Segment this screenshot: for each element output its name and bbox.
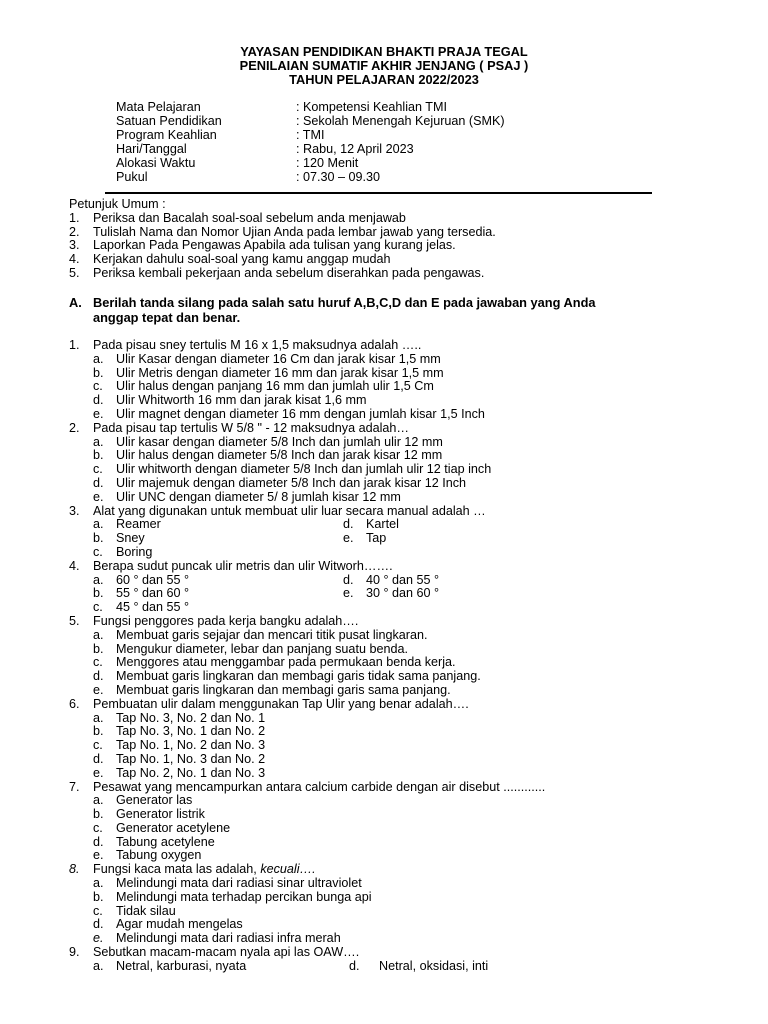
option-letter: c. — [93, 903, 103, 918]
answer-option[interactable] — [69, 408, 729, 422]
answer-option[interactable] — [69, 380, 729, 394]
info-row — [116, 115, 505, 129]
option-text: Membuat garis lingkaran dan membagi garis tidak sama panjang. — [116, 669, 481, 684]
info-label: Pukul — [116, 170, 148, 184]
question-8 — [69, 863, 729, 946]
option-text: Ulir magnet dengan diameter 16 mm dengan jumlah kisar 1,5 Inch — [116, 406, 485, 421]
option-letter: a. — [93, 958, 104, 973]
option-letter: c. — [93, 600, 103, 615]
option-letter: d. — [343, 517, 354, 532]
answer-option[interactable] — [69, 643, 729, 657]
section-letter: A. — [69, 295, 82, 310]
option-text: Ulir UNC dengan diameter 5/ 8 jumlah kisar 12 mm — [116, 489, 401, 504]
option-letter: c. — [93, 379, 103, 394]
section-a-line: Berilah tanda silang pada salah satu huruf A,B,C,D dan E pada jawaban yang Anda — [93, 295, 596, 310]
option-letter: e. — [93, 848, 104, 863]
option-letter: a. — [93, 351, 104, 366]
info-row — [116, 129, 505, 143]
option-text: 30 ° dan 60 ° — [366, 586, 440, 601]
option-text: Ulir whitworth dengan diameter 5/8 Inch dan jumlah ulir 12 tiap inch — [116, 462, 492, 477]
answer-option[interactable] — [69, 367, 729, 381]
option-text: Sney — [116, 531, 145, 546]
question-number: 1. — [69, 338, 80, 352]
option-text: Menggores atau menggambar pada permukaan benda kerja. — [116, 655, 456, 670]
answer-option[interactable] — [69, 394, 729, 408]
header-divider — [105, 192, 652, 194]
instruction-text: Periksa dan Bacalah soal-soal sebelum anda menjawab — [93, 210, 406, 225]
option-text: Melindungi mata terhadap percikan bunga api — [116, 889, 372, 904]
answer-option[interactable] — [69, 836, 729, 850]
question-text: Fungsi kaca mata las adalah, — [93, 862, 261, 877]
option-text: Tap — [366, 531, 387, 546]
option-letter: b. — [93, 889, 104, 904]
answer-option[interactable] — [69, 822, 729, 836]
answer-option[interactable] — [69, 739, 729, 753]
info-row — [116, 157, 505, 171]
answer-option[interactable] — [69, 808, 729, 822]
instruction-number: 3. — [69, 238, 80, 253]
instruction-text: Periksa kembali pekerjaan anda sebelum diserahkan pada pengawas. — [93, 265, 485, 280]
option-text: Membuat garis lingkaran dan membagi garis sama panjang. — [116, 682, 451, 697]
option-letter: e. — [93, 682, 104, 697]
question-number: 3. — [69, 503, 80, 518]
answer-option[interactable] — [93, 574, 343, 588]
option-letter: d. — [93, 751, 104, 766]
question-list — [69, 339, 729, 974]
option-text: Netral, karburasi, nyata — [116, 958, 247, 973]
answer-option[interactable] — [69, 629, 729, 643]
option-letter: e. — [93, 765, 104, 780]
answer-option[interactable] — [93, 518, 343, 532]
option-letter: d. — [349, 958, 360, 973]
option-text: Ulir halus dengan panjang 16 mm dan jumlah ulir 1,5 Cm — [116, 379, 434, 394]
option-text: 60 ° dan 55 ° — [116, 572, 190, 587]
question-9 — [69, 946, 729, 974]
answer-option[interactable] — [69, 353, 729, 367]
instructions-title: Petunjuk Umum : — [69, 197, 166, 211]
question-text: Pada pisau sney tertulis M 16 x 1,5 maksudnya adalah ….. — [93, 338, 422, 352]
question-text: Pada pisau tap tertulis W 5/8 " - 12 maksudnya adalah… — [93, 420, 409, 435]
question-5 — [69, 615, 729, 698]
question-number: 4. — [69, 558, 80, 573]
question-4 — [69, 560, 729, 615]
option-letter: b. — [93, 586, 104, 601]
info-label: Hari/Tanggal — [116, 142, 187, 156]
option-letter: e. — [93, 489, 104, 504]
option-letter: c. — [93, 544, 103, 559]
instruction-number: 4. — [69, 252, 80, 267]
answer-option[interactable] — [69, 463, 729, 477]
answer-option[interactable] — [69, 918, 729, 932]
question-text: Sebutkan macam-macam nyala api las OAW…. — [93, 945, 360, 960]
option-text: Ulir majemuk dengan diameter 5/8 Inch dan jarak kisar 12 Inch — [116, 475, 467, 490]
question-text-emphasis: kecuali…. — [260, 862, 316, 877]
question-text: Alat yang digunakan untuk membuat ulir luar secara manual adalah … — [93, 503, 486, 518]
info-value: : Sekolah Menengah Kejuruan (SMK) — [296, 114, 505, 128]
option-text: Melindungi mata dari radiasi sinar ultraviolet — [116, 876, 362, 891]
info-value: : Kompetensi Keahlian TMI — [296, 100, 447, 114]
question-2 — [69, 422, 729, 505]
option-text: Tabung oxygen — [116, 848, 202, 863]
option-letter: e. — [343, 586, 354, 601]
option-letter: b. — [93, 365, 104, 380]
info-label: Mata Pelajaran — [116, 100, 201, 114]
option-text: Generator acetylene — [116, 820, 231, 835]
answer-option[interactable] — [349, 960, 488, 974]
answer-option[interactable] — [69, 477, 729, 491]
header-exam-title: PENILAIAN SUMATIF AKHIR JENJANG ( PSAJ ) — [239, 58, 529, 73]
option-text: Tap No. 3, No. 1 dan No. 2 — [116, 724, 266, 739]
question-text: Fungsi penggores pada kerja bangku adalah…. — [93, 613, 359, 628]
answer-option[interactable] — [69, 877, 729, 891]
info-value: : 07.30 – 09.30 — [296, 170, 381, 184]
answer-option[interactable] — [69, 436, 729, 450]
question-6 — [69, 698, 729, 781]
question-number: 7. — [69, 779, 80, 794]
option-text: 55 ° dan 60 ° — [116, 586, 190, 601]
answer-option[interactable] — [69, 546, 729, 560]
answer-option[interactable] — [69, 712, 729, 726]
header-school: YAYASAN PENDIDIKAN BHAKTI PRAJA TEGAL — [240, 44, 528, 59]
question-3 — [69, 505, 729, 560]
answer-option[interactable] — [343, 518, 399, 532]
option-letter: b. — [93, 724, 104, 739]
section-a-line: anggap tepat dan benar. — [93, 310, 241, 325]
option-letter: a. — [93, 627, 104, 642]
answer-option[interactable] — [69, 491, 729, 505]
option-letter: c. — [93, 462, 103, 477]
answer-option[interactable] — [69, 891, 729, 905]
option-text: Ulir kasar dengan diameter 5/8 Inch dan jumlah ulir 12 mm — [116, 434, 443, 449]
option-letter: b. — [93, 807, 104, 822]
exam-info-table — [116, 101, 505, 185]
option-text: Netral, oksidasi, inti — [379, 958, 489, 973]
answer-option[interactable] — [69, 767, 729, 781]
option-text: Mengukur diameter, lebar dan panjang suatu benda. — [116, 641, 408, 656]
option-letter: e. — [93, 406, 104, 421]
answer-option[interactable] — [343, 574, 439, 588]
option-letter: d. — [343, 572, 354, 587]
question-text: Pembuatan ulir dalam menggunakan Tap Ulir yang benar adalah…. — [93, 696, 469, 711]
option-letter: b. — [93, 641, 104, 656]
option-letter: d. — [93, 393, 104, 408]
answer-option[interactable] — [69, 601, 729, 615]
answer-option[interactable] — [69, 449, 729, 463]
answer-option[interactable] — [69, 905, 729, 919]
option-text: Ulir Whitworth 16 mm dan jarak kisat 1,6 mm — [116, 393, 367, 408]
question-number: 9. — [69, 945, 80, 960]
option-text: Kartel — [366, 517, 399, 532]
option-letter: a. — [93, 572, 104, 587]
answer-option[interactable] — [69, 849, 729, 863]
info-label: Alokasi Waktu — [116, 156, 196, 170]
option-text: Generator las — [116, 793, 193, 808]
exam-header — [0, 45, 768, 87]
instruction-text: Tulislah Nama dan Nomor Ujian Anda pada lembar jawab yang tersedia. — [93, 224, 496, 239]
option-letter: c. — [93, 655, 103, 670]
question-text: Berapa sudut puncak ulir metris dan ulir Witworh……. — [93, 558, 393, 573]
option-text: Tap No. 3, No. 2 dan No. 1 — [116, 710, 266, 725]
question-number: 5. — [69, 613, 80, 628]
option-text: Membuat garis sejajar dan mencari titik pusat lingkaran. — [116, 627, 428, 642]
instruction-text: Kerjakan dahulu soal-soal yang kamu anggap mudah — [93, 252, 391, 267]
info-label: Program Keahlian — [116, 128, 217, 142]
option-letter: a. — [93, 793, 104, 808]
info-value: : Rabu, 12 April 2023 — [296, 142, 414, 156]
option-letter: a. — [93, 710, 104, 725]
answer-option[interactable] — [69, 932, 729, 946]
answer-option[interactable] — [69, 753, 729, 767]
option-text: Melindungi mata dari radiasi infra merah — [116, 931, 341, 946]
option-text: Tap No. 1, No. 3 dan No. 2 — [116, 751, 266, 766]
option-text: Ulir Kasar dengan diameter 16 Cm dan jarak kisar 1,5 mm — [116, 351, 441, 366]
option-letter: d. — [93, 475, 104, 490]
option-text: Tap No. 2, No. 1 dan No. 3 — [116, 765, 266, 780]
option-letter: c. — [93, 738, 103, 753]
instruction-number: 5. — [69, 265, 80, 280]
answer-option[interactable] — [93, 532, 343, 546]
general-instructions — [69, 198, 496, 281]
instruction-item — [69, 226, 496, 240]
option-text: Agar mudah mengelas — [116, 917, 243, 932]
header-school-year: TAHUN PELAJARAN 2022/2023 — [289, 72, 479, 87]
question-number: 6. — [69, 696, 80, 711]
instruction-number: 1. — [69, 210, 80, 225]
option-letter: a. — [93, 876, 104, 891]
answer-option[interactable] — [69, 794, 729, 808]
section-a-heading — [69, 295, 669, 325]
info-row — [116, 143, 505, 157]
instruction-number: 2. — [69, 224, 80, 239]
info-row — [116, 101, 505, 115]
answer-option[interactable] — [69, 725, 729, 739]
question-1 — [69, 339, 729, 422]
option-text: Tap No. 1, No. 2 dan No. 3 — [116, 738, 266, 753]
option-text: Ulir Metris dengan diameter 16 mm dan jarak kisar 1,5 mm — [116, 365, 444, 380]
option-letter: e. — [343, 531, 354, 546]
option-text: 45 ° dan 55 ° — [116, 600, 190, 615]
option-letter: d. — [93, 917, 104, 932]
answer-option[interactable] — [343, 587, 439, 601]
question-number: 8. — [69, 862, 80, 877]
option-letter: b. — [93, 531, 104, 546]
instruction-text: Laporkan Pada Pengawas Apabila ada tulisan yang kurang jelas. — [93, 238, 456, 253]
question-text: Pesawat yang mencampurkan antara calcium carbide dengan air disebut ............ — [93, 779, 546, 794]
option-text: Reamer — [116, 517, 161, 532]
option-text: Tidak silau — [116, 903, 176, 918]
info-label: Satuan Pendidikan — [116, 114, 222, 128]
option-text: Boring — [116, 544, 153, 559]
answer-option[interactable] — [343, 532, 386, 546]
answer-option[interactable] — [69, 656, 729, 670]
question-number: 2. — [69, 420, 80, 435]
option-letter: d. — [93, 834, 104, 849]
info-value: : TMI — [296, 128, 325, 142]
info-value: : 120 Menit — [296, 156, 359, 170]
answer-option[interactable] — [93, 587, 343, 601]
instruction-item — [69, 212, 496, 226]
option-text: Generator listrik — [116, 807, 205, 822]
option-text: Tabung acetylene — [116, 834, 215, 849]
option-letter: d. — [93, 669, 104, 684]
option-letter: c. — [93, 820, 103, 835]
option-text: 40 ° dan 55 ° — [366, 572, 440, 587]
option-letter: e. — [93, 931, 104, 946]
option-letter: a. — [93, 517, 104, 532]
answer-option[interactable] — [69, 670, 729, 684]
answer-option[interactable] — [93, 960, 349, 974]
answer-option[interactable] — [69, 684, 729, 698]
instruction-item — [69, 239, 496, 253]
option-letter: a. — [93, 434, 104, 449]
option-text: Ulir halus dengan diameter 5/8 Inch dan jarak kisar 12 mm — [116, 448, 443, 463]
option-letter: b. — [93, 448, 104, 463]
instruction-item — [69, 253, 496, 267]
instruction-item — [69, 267, 496, 281]
info-row — [116, 171, 505, 185]
question-7 — [69, 781, 729, 864]
